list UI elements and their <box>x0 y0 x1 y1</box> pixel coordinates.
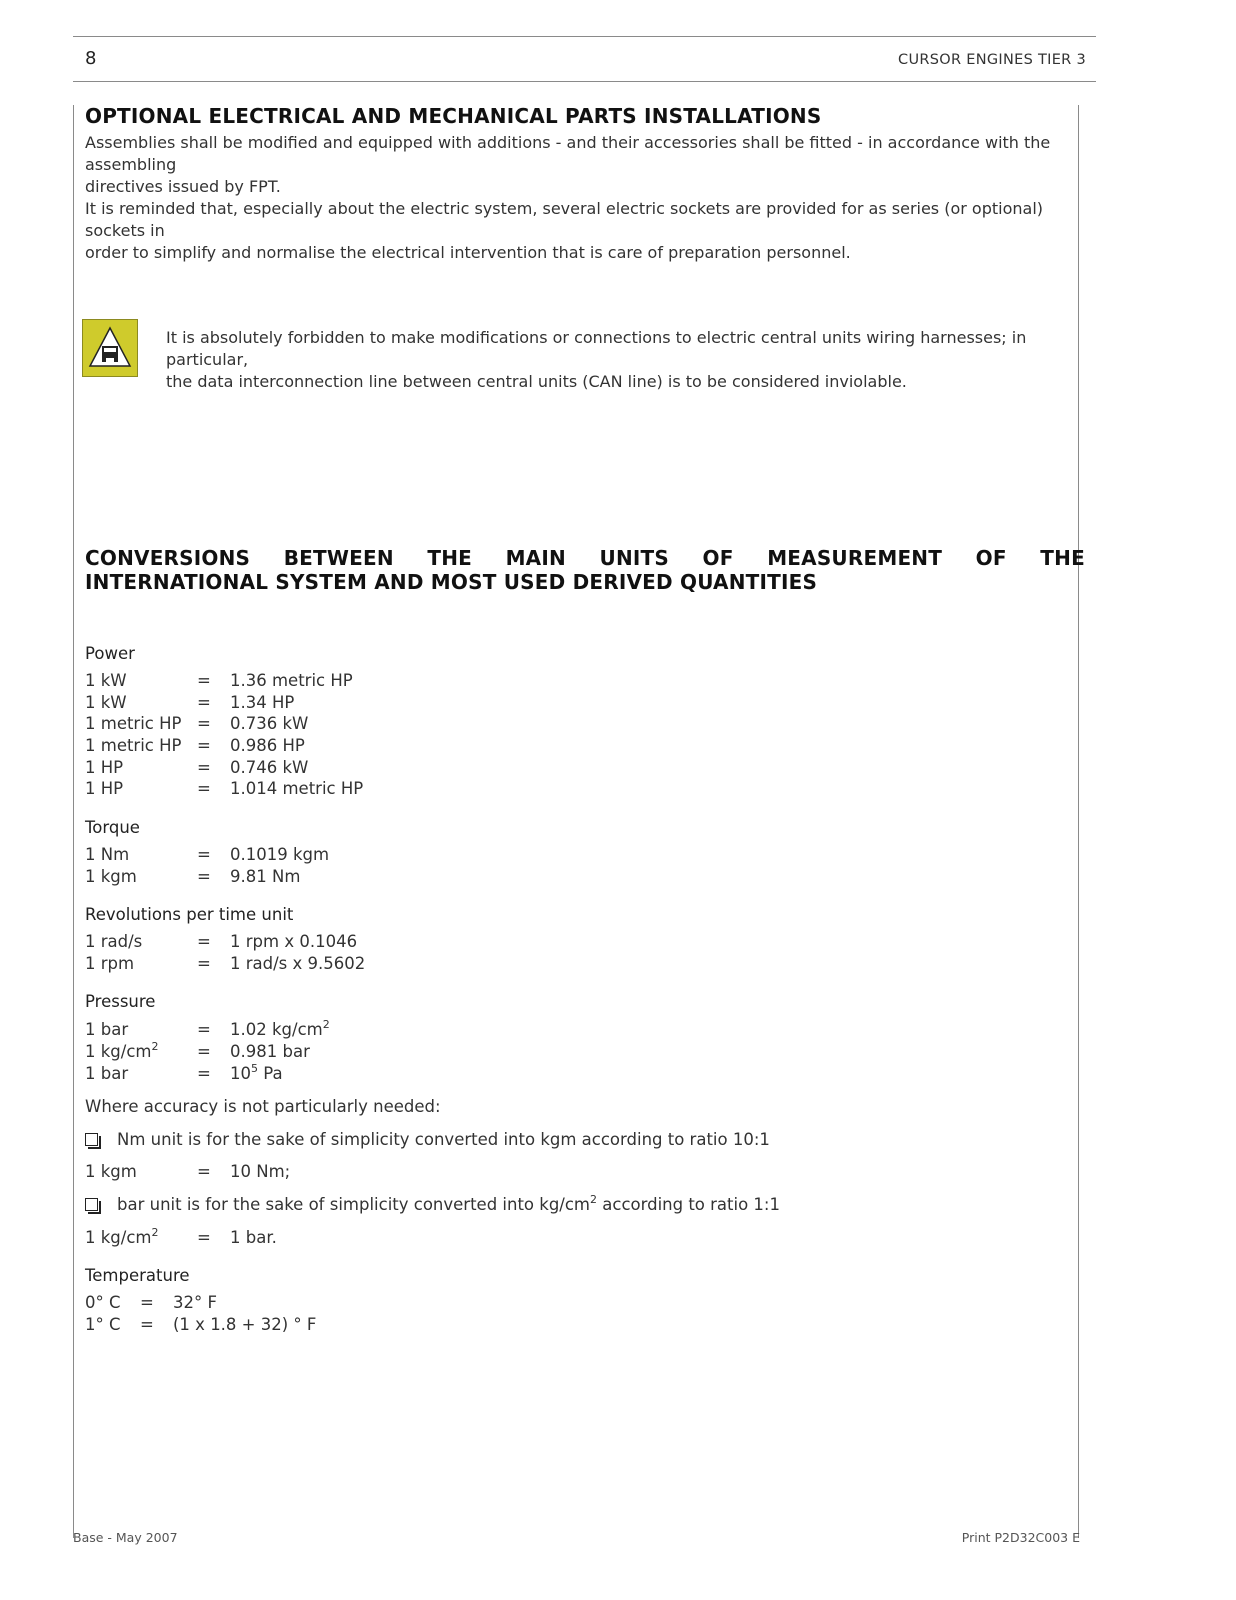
section-optional-installations <box>85 104 1085 264</box>
header-top-rule <box>73 36 1096 37</box>
title-word: MEASUREMENT <box>767 546 943 570</box>
warning-text <box>166 327 1086 393</box>
section-title-line1 <box>85 546 1085 570</box>
title-word: UNITS <box>599 546 669 570</box>
section-title-line2: INTERNATIONAL SYSTEM AND MOST USED DERIVED QUANTITIES <box>85 570 818 594</box>
warning-line: It is absolutely forbidden to make modifications or connections to electric central units wiring harnesses; in particular, <box>166 328 1027 369</box>
title-word: CONVERSIONS <box>85 546 251 570</box>
title-word: THE <box>427 546 473 570</box>
paragraph-line: order to simplify and normalise the electrical intervention that is care of preparation personnel. <box>85 243 851 262</box>
document-title: CURSOR ENGINES TIER 3 <box>898 52 1086 68</box>
footer-print-code: Print P2D32C003 E <box>961 1530 1080 1545</box>
group-heading-pressure: Pressure <box>85 992 156 1011</box>
title-word: THE <box>1040 546 1085 570</box>
title-word: OF <box>975 546 1007 570</box>
paragraph-line: directives issued by FPT. <box>85 177 281 196</box>
section-title: OPTIONAL ELECTRICAL AND MECHANICAL PARTS INSTALLATIONS <box>85 104 822 128</box>
footer-edition: Base - May 2007 <box>73 1530 178 1545</box>
accuracy-note: Where accuracy is not particularly needed: <box>85 1097 441 1116</box>
section-conversions-title <box>85 546 1085 594</box>
title-word: OF <box>702 546 734 570</box>
group-heading-revolutions: Revolutions per time unit <box>85 905 294 924</box>
title-word: MAIN <box>505 546 566 570</box>
group-heading-power: Power <box>85 644 135 663</box>
title-word: BETWEEN <box>283 546 394 570</box>
checkbox-bullet-icon <box>85 1133 98 1146</box>
warning-line: the data interconnection line between central units (CAN line) is to be considered inviolable. <box>166 372 907 391</box>
right-margin-rule <box>1078 105 1079 1538</box>
checkbox-bullet-icon <box>85 1198 98 1211</box>
page-number: 8 <box>85 48 97 69</box>
header-bottom-rule <box>73 81 1096 82</box>
group-heading-temperature: Temperature <box>85 1266 190 1285</box>
paragraph-line: Assemblies shall be modified and equipped with additions - and their accessories shall be fitted - in accordance with the assembling <box>85 133 1051 174</box>
left-margin-rule <box>73 105 74 1538</box>
paragraph-line: It is reminded that, especially about the electric system, several electric sockets are provided for as series (or optional) sockets in <box>85 199 1044 240</box>
truck-warning-icon <box>82 319 138 377</box>
group-heading-torque: Torque <box>85 818 140 837</box>
